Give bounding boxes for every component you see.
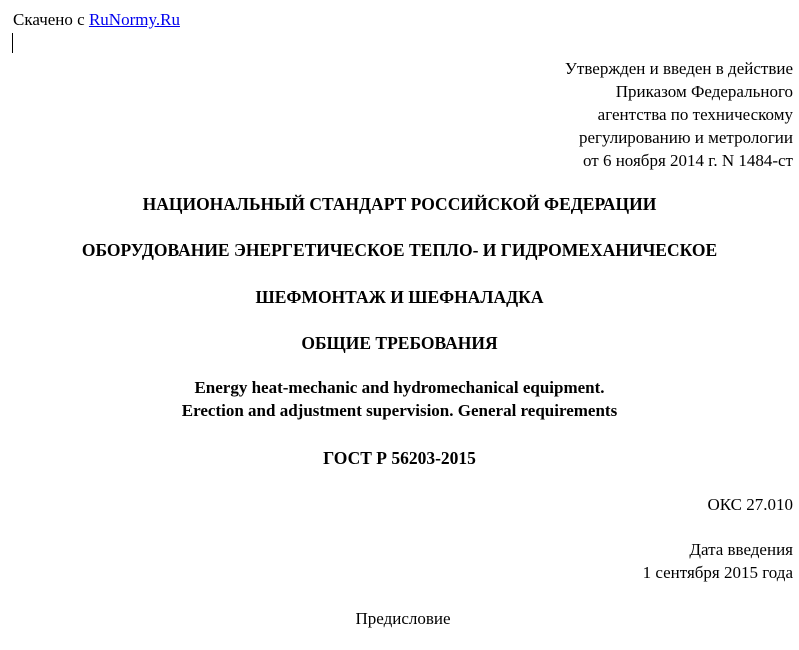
approval-line: Утвержден и введен в действие xyxy=(564,59,793,78)
english-title-line: Erection and adjustment supervision. General requirements xyxy=(181,401,618,420)
national-standard-title: НАЦИОНАЛЬНЫЙ СТАНДАРТ РОССИЙСКОЙ ФЕДЕРАЦИИ xyxy=(142,194,657,214)
equipment-title: ОБОРУДОВАНИЕ ЭНЕРГЕТИЧЕСКОЕ ТЕПЛО- И ГИДРОМЕХАНИЧЕСКОЕ xyxy=(81,240,718,260)
english-title xyxy=(0,376,799,422)
source-line xyxy=(13,9,180,31)
general-requirements-title: ОБЩИЕ ТРЕБОВАНИЯ xyxy=(301,333,498,353)
gost-number: ГОСТ Р 56203-2015 xyxy=(323,448,476,468)
english-title-line: Energy heat-mechanic and hydromechanical equipment. xyxy=(194,378,605,397)
oks-code: ОКС 27.010 xyxy=(707,495,793,514)
approval-line: регулированию и метрологии xyxy=(578,128,793,147)
approval-line: агентства по техническому xyxy=(597,105,793,124)
foreword-heading: Предисловие xyxy=(355,609,451,628)
introduction-date-block xyxy=(643,538,793,584)
approval-block xyxy=(565,57,793,172)
approval-line: Приказом Федерального xyxy=(615,82,793,101)
supervision-title: ШЕФМОНТАЖ И ШЕФНАЛАДКА xyxy=(255,287,544,307)
source-prefix: Скачено с xyxy=(13,10,89,29)
introduction-date-label: Дата введения xyxy=(689,540,793,559)
text-cursor xyxy=(12,33,13,53)
approval-line: от 6 ноября 2014 г. N 1484-ст xyxy=(583,151,793,170)
runormy-link[interactable]: RuNormy.Ru xyxy=(88,10,180,29)
introduction-date-value: 1 сентября 2015 года xyxy=(642,563,793,582)
